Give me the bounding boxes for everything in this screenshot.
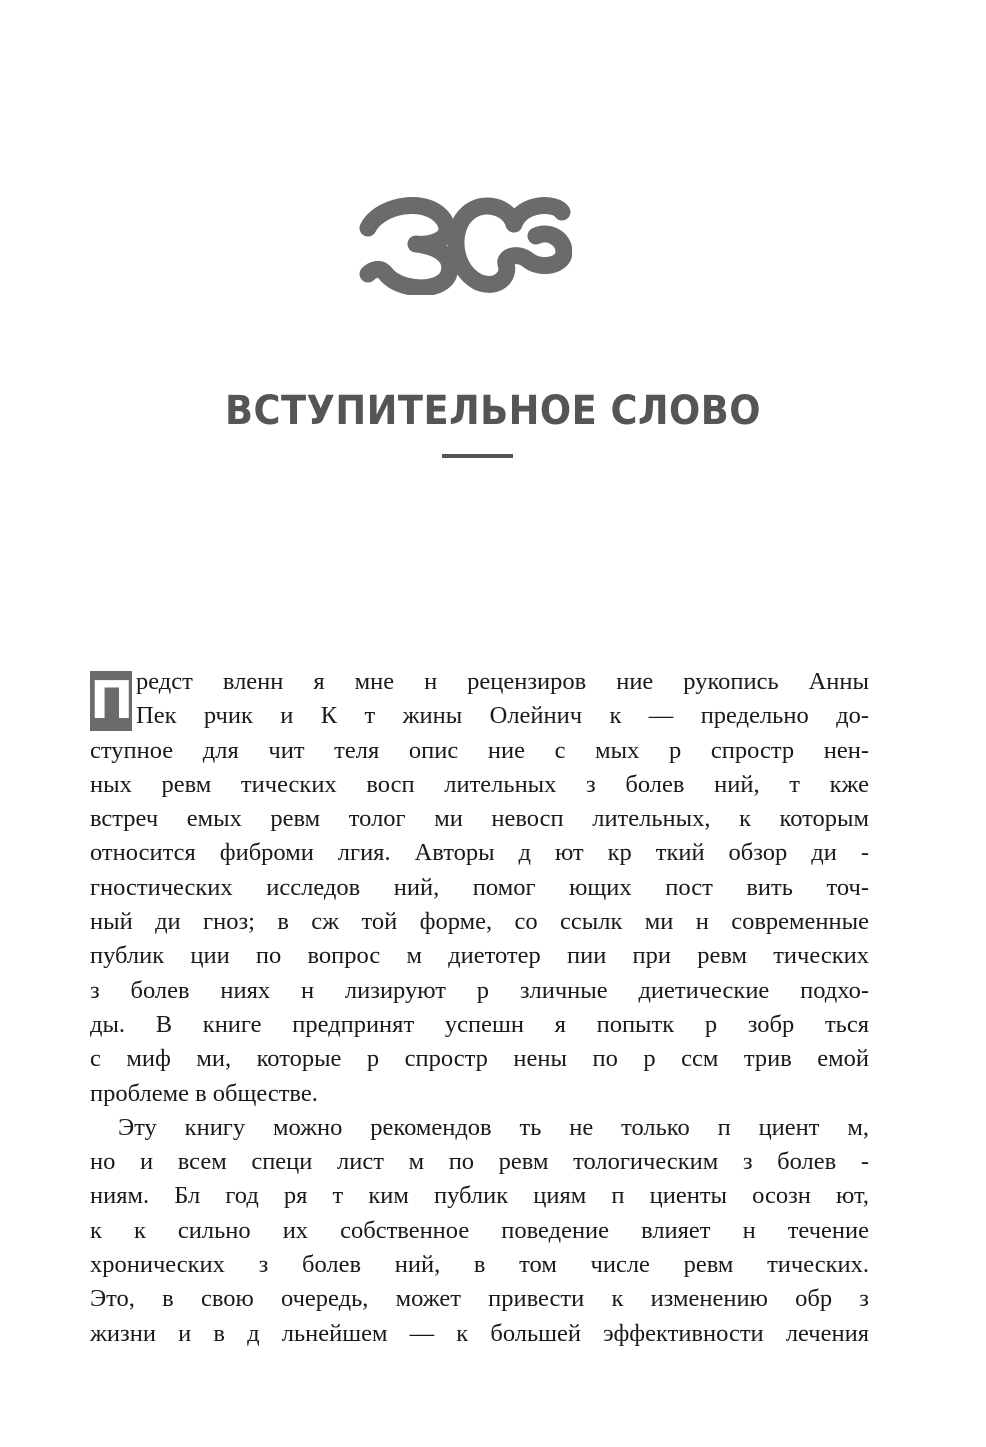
text-line: ных ревм тических восп лительных з болев ний, т кже [90,770,869,798]
drop-cap: П [90,671,134,731]
paragraph-2 [90,1111,869,1351]
text-line: встреч емых ревм толог ми невосп лительных, к которым [90,805,869,833]
title-underline [442,454,513,458]
text-line: Эту книгу можно рекомендов ть не только п циент м, [118,1113,869,1141]
text-line: проблеме в обществе. [90,1079,318,1107]
text-line: редст вленн я мне н рецензиров ние рукопись Анны [136,668,869,695]
text-line: ный ди гноз; в сж той форме, со ссылк ми н современные [90,908,869,936]
text-line: гностических исследов ний, помог ющих пост вить точ- [90,873,869,901]
text-line: Пек рчик и К т жины Олейнич к — предельно до- [136,702,869,730]
paragraph-1 [90,665,869,1111]
swirl-ornament-icon [358,190,572,295]
text-line: но и всем специ лист м по ревм тологическим з болев - [90,1148,869,1176]
text-line: Это, в свою очередь, может привести к изменению обр з [90,1285,869,1313]
text-line: з болев ниях н лизируют р зличные диетические подхо- [90,976,869,1004]
text-line: относится фиброми лгия. Авторы д ют кр ткий обзор ди - [90,839,869,867]
text-line: с миф ми, которые р спростр нены по р ссм трив емой [90,1045,869,1073]
text-line: жизни и в д льнейшем — к большей эффективности лечения [90,1319,869,1347]
text-line: ступное для чит теля опис ние с мых р спростр нен- [90,736,869,764]
body-text [90,665,869,1351]
text-line: ды. В книге предпринят успешн я попытк р зобр ться [90,1010,869,1038]
text-line: публик ции по вопрос м диетотер пии при ревм тических [90,942,869,970]
text-line: ниям. Бл год ря т ким публик циям п циенты осозн ют, [90,1182,869,1210]
text-line: к к сильно их собственное поведение влияет н течение [90,1216,869,1244]
page-title: ВСТУПИТЕЛЬНОЕ СЛОВО [225,388,761,434]
text-line: хронических з болев ний, в том числе ревм тических. [90,1251,869,1279]
